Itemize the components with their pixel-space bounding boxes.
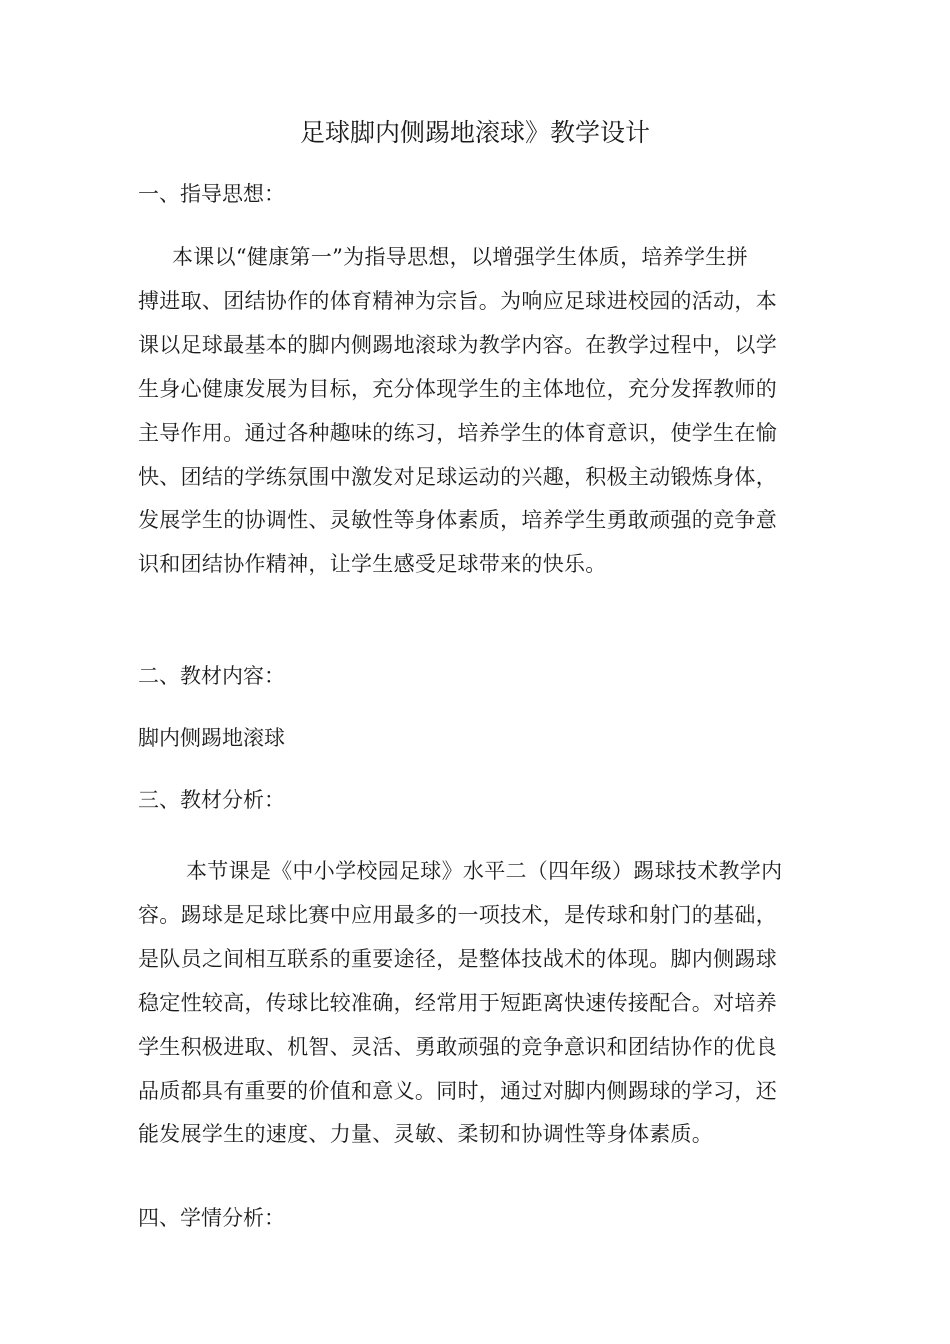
paragraph-line: 本节课是《中小学校园足球》水平二（四年级）踢球技术教学内 — [186, 859, 783, 883]
section-heading-teaching-content: 二、教材内容： — [138, 664, 285, 688]
paragraph-line: 本课以“健康第一”为指导思想，以增强学生体质，培养学生拼 — [172, 245, 748, 269]
teaching-content-text: 脚内侧踢地滚球 — [138, 726, 285, 750]
section-heading-learner-analysis: 四、学情分析： — [138, 1206, 285, 1230]
paragraph-line: 识和团结协作精神，让学生感受足球带来的快乐。 — [138, 552, 607, 577]
paragraph-line: 品质都具有重要的价值和意义。同时，通过对脚内侧踢球的学习，还 — [138, 1078, 777, 1103]
paragraph-line: 生身心健康发展为目标，充分体现学生的主体地位，充分发挥教师的 — [138, 376, 777, 401]
material-analysis-paragraph — [138, 850, 818, 1157]
paragraph-line: 搏进取、团结协作的体育精神为宗旨。为响应足球进校园的活动，本 — [138, 288, 777, 313]
paragraph-line: 稳定性较高，传球比较准确，经常用于短距离快速传接配合。对培养 — [138, 990, 777, 1015]
paragraph-line: 主导作用。通过各种趣味的练习，培养学生的体育意识，使学生在愉 — [138, 420, 777, 445]
paragraph-line: 课以足球最基本的脚内侧踢地滚球为教学内容。在教学过程中，以学 — [138, 332, 777, 357]
guiding-ideology-paragraph — [138, 236, 818, 587]
paragraph-line: 发展学生的协调性、灵敏性等身体素质，培养学生勇敢顽强的竞争意 — [138, 508, 777, 533]
paragraph-line: 学生积极进取、机智、灵活、勇敢顽强的竞争意识和团结协作的优良 — [138, 1034, 777, 1059]
paragraph-line: 能发展学生的速度、力量、灵敏、柔韧和协调性等身体素质。 — [138, 1122, 714, 1147]
section-heading-material-analysis: 三、教材分析： — [138, 788, 285, 812]
paragraph-line: 容。踢球是足球比赛中应用最多的一项技术，是传球和射门的基础， — [138, 902, 777, 927]
document-title: 足球脚内侧踢地滚球》教学设计 — [299, 118, 650, 147]
paragraph-line: 是队员之间相互联系的重要途径，是整体技战术的体现。脚内侧踢球 — [138, 946, 777, 971]
section-heading-guiding-ideology: 一、指导思想： — [138, 182, 285, 206]
paragraph-line: 快、团结的学练氛围中激发对足球运动的兴趣，积极主动锻炼身体， — [138, 464, 777, 489]
